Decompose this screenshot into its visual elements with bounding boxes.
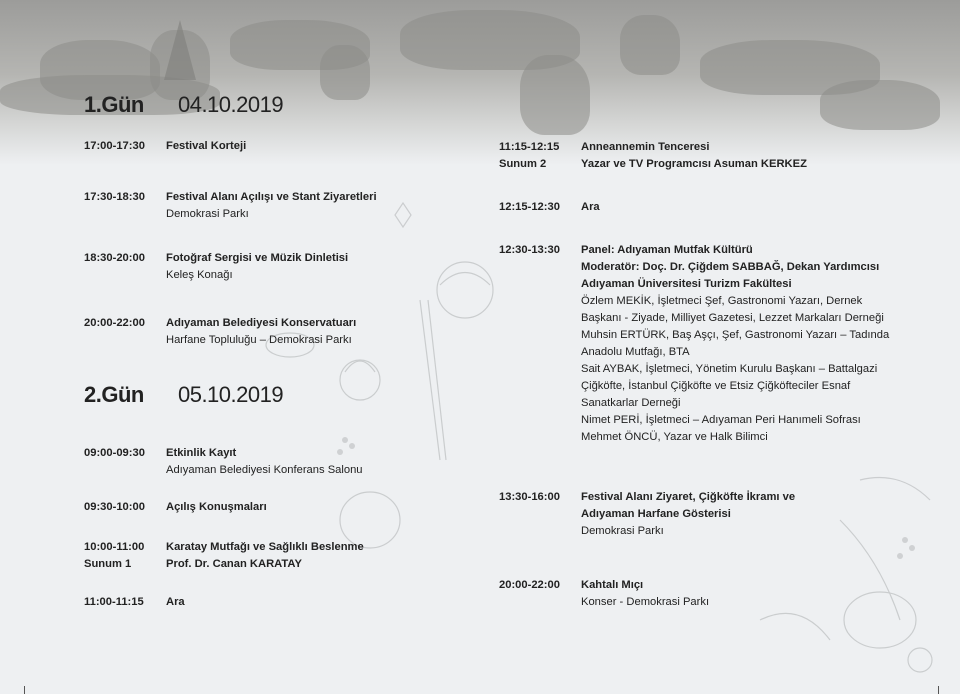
panelist-line: Sait AYBAK, İşletmeci, Yönetim Kurulu Başkanı – Battalgazi — [581, 363, 878, 375]
entry-session: Sunum 1 — [84, 558, 132, 570]
entry-time: 17:30-18:30 — [84, 191, 145, 203]
panelist-line: Anadolu Mutfağı, BTA — [581, 346, 690, 358]
panelist-line: Çiğköfte, İstanbul Çiğköfte ve Etsiz Çiğköfteciler Esnaf — [581, 380, 851, 392]
panelist-line: Muhsin ERTÜRK, Baş Aşçı, Şef, Gastronomi Yazarı – Tadında — [581, 329, 890, 341]
entry-time: 20:00-22:00 — [499, 579, 560, 591]
entry-title: Ara — [166, 596, 185, 608]
entry-time: 11:00-11:15 — [84, 596, 144, 608]
entry-title: Festival Korteji — [166, 140, 247, 152]
entry-speaker: Prof. Dr. Canan KARATAY — [166, 558, 302, 570]
day-1-heading — [84, 92, 283, 118]
entry-location: Demokrasi Parkı — [166, 208, 249, 220]
day-date: 04.10.2019 — [177, 92, 284, 117]
entry-title: Festival Alanı Ziyaret, Çiğköfte İkramı ve — [581, 491, 796, 503]
entry-title: Festival Alanı Açılışı ve Stant Ziyaretleri — [166, 191, 377, 203]
entry-title: Açılış Konuşmaları — [166, 501, 267, 513]
panelist-line: Mehmet ÖNCÜ, Yazar ve Halk Bilimci — [581, 431, 768, 443]
crop-mark — [24, 686, 25, 694]
day-2-heading — [84, 382, 283, 408]
entry-time: 09:30-10:00 — [84, 501, 145, 513]
entry-speaker: Yazar ve TV Programcısı Asuman KERKEZ — [581, 158, 807, 170]
entry-time: 13:30-16:00 — [499, 491, 560, 503]
entry-time: 17:00-17:30 — [84, 140, 145, 152]
entry-time: 18:30-20:00 — [84, 252, 145, 264]
entry-title: Anneannemin Tenceresi — [581, 141, 710, 153]
entry-location: Harfane Topluluğu – Demokrasi Parkı — [166, 334, 352, 346]
entry-session: Sunum 2 — [499, 158, 547, 170]
entry-title: Karatay Mutfağı ve Sağlıklı Beslenme — [166, 541, 364, 553]
entry-time: 12:30-13:30 — [499, 244, 560, 256]
panelist-line: Sanatkarlar Derneği — [581, 397, 681, 409]
entry-location: Adıyaman Belediyesi Konferans Salonu — [166, 464, 363, 476]
entry-title-line-2: Adıyaman Harfane Gösterisi — [581, 508, 731, 520]
panelist-line: Özlem MEKİK, İşletmeci Şef, Gastronomi Yazarı, Dernek — [581, 295, 863, 307]
entry-time: 11:15-12:15 — [499, 141, 560, 153]
entry-title: Adıyaman Belediyesi Konservatuarı — [166, 317, 357, 329]
entry-title: Kahtalı Mıçı — [581, 579, 644, 591]
panel-moderator-affiliation: Adıyaman Üniversitesi Turizm Fakültesi — [581, 278, 792, 290]
panel-moderator: Moderatör: Doç. Dr. Çiğdem SABBAĞ, Dekan Yardımcısı — [581, 261, 880, 273]
day-date: 05.10.2019 — [177, 382, 284, 407]
entry-location: Demokrasi Parkı — [581, 525, 664, 537]
panel-title: Panel: Adıyaman Mutfak Kültürü — [581, 244, 753, 256]
day-label: 1.Gün — [84, 92, 144, 117]
entry-time: 09:00-09:30 — [84, 447, 145, 459]
entry-title: Fotoğraf Sergisi ve Müzik Dinletisi — [166, 252, 349, 264]
entry-location: Konser - Demokrasi Parkı — [581, 596, 710, 608]
entry-time: 12:15-12:30 — [499, 201, 560, 213]
panelist-line: Başkanı - Ziyade, Milliyet Gazetesi, Lezzet Markaları Derneği — [581, 312, 884, 324]
entry-title: Etkinlik Kayıt — [166, 447, 237, 459]
panelist-line: Nimet PERİ, İşletmeci – Adıyaman Peri Hanımeli Sofrası — [581, 414, 861, 426]
crop-mark — [938, 686, 939, 694]
entry-time: 20:00-22:00 — [84, 317, 145, 329]
day-label: 2.Gün — [84, 382, 144, 407]
entry-time: 10:00-11:00 — [84, 541, 145, 553]
entry-location: Keleş Konağı — [166, 269, 233, 281]
entry-title: Ara — [581, 201, 600, 213]
